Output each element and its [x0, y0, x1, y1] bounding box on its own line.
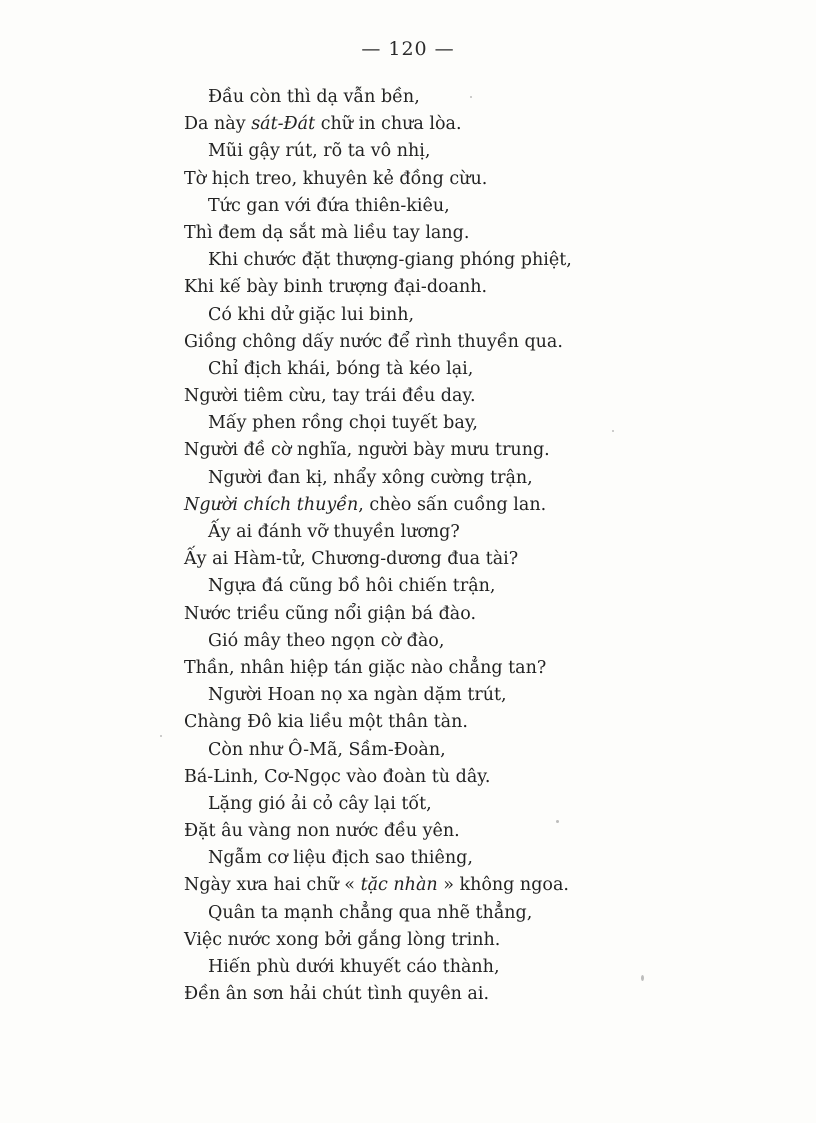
- paper-speck: [556, 820, 559, 823]
- poem-line: [184, 954, 744, 981]
- poem-line-text: Tức gan với đứa thiên-kiêu,: [208, 195, 450, 216]
- poem-line-text: Mũi gậy rút, rõ ta vô nhị,: [208, 141, 431, 162]
- poem-line: [184, 764, 744, 791]
- poem-line-text: Bá-Linh, Cơ-Ngọc vào đoàn tù dây.: [184, 766, 491, 787]
- poem-line: [184, 220, 744, 247]
- poem-line: [184, 138, 744, 165]
- poem-line-text: Thần, nhân hiệp tán giặc nào chẳng tan?: [184, 657, 547, 678]
- paper-speck: [160, 735, 162, 737]
- paper-speck: [641, 975, 644, 981]
- poem-line: [184, 274, 744, 301]
- poem-line: [184, 737, 744, 764]
- poem-line-italic: Người chích thuyền: [184, 494, 359, 515]
- poem-line: [184, 329, 744, 356]
- poem-line-text: , chèo sấn cuồng lan.: [358, 494, 547, 515]
- poem-line: [184, 845, 744, 872]
- poem-line: [184, 383, 744, 410]
- poem-line: [184, 601, 744, 628]
- poem-line-text: Ngẫm cơ liệu địch sao thiêng,: [208, 848, 473, 869]
- poem-line-text: Ấy ai đánh vỡ thuyền lương?: [208, 522, 460, 542]
- poem-line: [184, 709, 744, 736]
- poem-line-text: Thì đem dạ sắt mà liều tay lang.: [184, 222, 470, 243]
- poem-line: [184, 791, 744, 818]
- poem-line-text: Đầu còn thì dạ vẫn bền,: [208, 87, 420, 107]
- poem-line-italic: tặc nhàn: [360, 875, 438, 896]
- poem-line: [184, 437, 744, 464]
- poem-line: [184, 465, 744, 492]
- poem-line-text: Da này: [184, 114, 252, 135]
- poem-line: [184, 247, 744, 274]
- poem-line-text: Đền ân sơn hải chút tình quyên ai.: [184, 984, 490, 1005]
- poem-line: [184, 519, 744, 546]
- poem-line-text: Khi kế bày binh trượng đại-doanh.: [184, 277, 488, 298]
- poem-line-text: Người Hoan nọ xa ngàn dặm trút,: [208, 685, 507, 706]
- poem-line: [184, 546, 744, 573]
- poem-line-text: Ấy ai Hàm-tử, Chương-dương đua tài?: [184, 549, 519, 570]
- poem-line-text: Gió mây theo ngọn cờ đào,: [208, 630, 445, 651]
- poem-line: [184, 492, 744, 519]
- poem-line-text: Có khi dử giặc lui binh,: [208, 304, 415, 325]
- poem-line: [184, 682, 744, 709]
- poem-line: [184, 302, 744, 329]
- poem-line-text: Chỉ địch khái, bóng tà kéo lại,: [208, 358, 474, 379]
- poem-line: [184, 166, 744, 193]
- poem-line-text: Ngày xưa hai chữ «: [184, 875, 361, 896]
- poem-body: [184, 84, 744, 1008]
- poem-line: [184, 818, 744, 845]
- paper-speck: [612, 430, 614, 432]
- poem-line-text: Đặt âu vàng non nước đều yên.: [184, 821, 460, 842]
- poem-line-text: Còn như Ô-Mã, Sầm-Đoàn,: [208, 739, 446, 760]
- poem-line: [184, 410, 744, 437]
- poem-line-text: Nước triều cũng nổi giận bá đào.: [184, 603, 477, 624]
- poem-line: [184, 655, 744, 682]
- poem-line: [184, 981, 744, 1008]
- poem-line-text: chữ in chưa lòa.: [315, 114, 462, 135]
- poem-line-text: Khi chước đặt thượng-giang phóng phiệt,: [208, 250, 572, 271]
- poem-line-text: Ngựa đá cũng bồ hôi chiến trận,: [208, 576, 496, 597]
- poem-line-text: Giồng chông dấy nước để rình thuyền qua.: [184, 331, 563, 352]
- poem-line-text: Mấy phen rồng chọi tuyết bay,: [208, 413, 478, 434]
- poem-line-text: Người tiêm cừu, tay trái đều day.: [184, 386, 476, 407]
- poem-line-italic: sát-Đát: [251, 114, 316, 135]
- poem-line: [184, 573, 744, 600]
- poem-line-text: » không ngoa.: [437, 875, 569, 896]
- poem-line: [184, 900, 744, 927]
- poem-line-text: Quân ta mạnh chẳng qua nhẽ thẳng,: [208, 902, 533, 923]
- poem-line: [184, 927, 744, 954]
- poem-line-text: Hiến phù dưới khuyết cáo thành,: [208, 957, 500, 977]
- poem-line-text: Việc nước xong bởi gắng lòng trinh.: [184, 929, 501, 950]
- paper-speck: [470, 96, 472, 98]
- poem-line-text: Người đan kị, nhẩy xông cường trận,: [208, 467, 533, 488]
- poem-line: [184, 111, 744, 138]
- poem-line: [184, 356, 744, 383]
- poem-line-text: Tờ hịch treo, khuyên kẻ đồng cừu.: [184, 168, 488, 189]
- poem-line: [184, 872, 744, 899]
- page-number: — 120 —: [361, 38, 455, 60]
- poem-line: [184, 193, 744, 220]
- poem-line-text: Người đề cờ nghĩa, người bày mưu trung.: [184, 440, 550, 461]
- poem-line-text: Lặng gió ải cỏ cây lại tốt,: [208, 793, 432, 814]
- poem-line: [184, 84, 744, 111]
- poem-line-text: Chàng Đô kia liều một thân tàn.: [184, 712, 468, 733]
- poem-line: [184, 628, 744, 655]
